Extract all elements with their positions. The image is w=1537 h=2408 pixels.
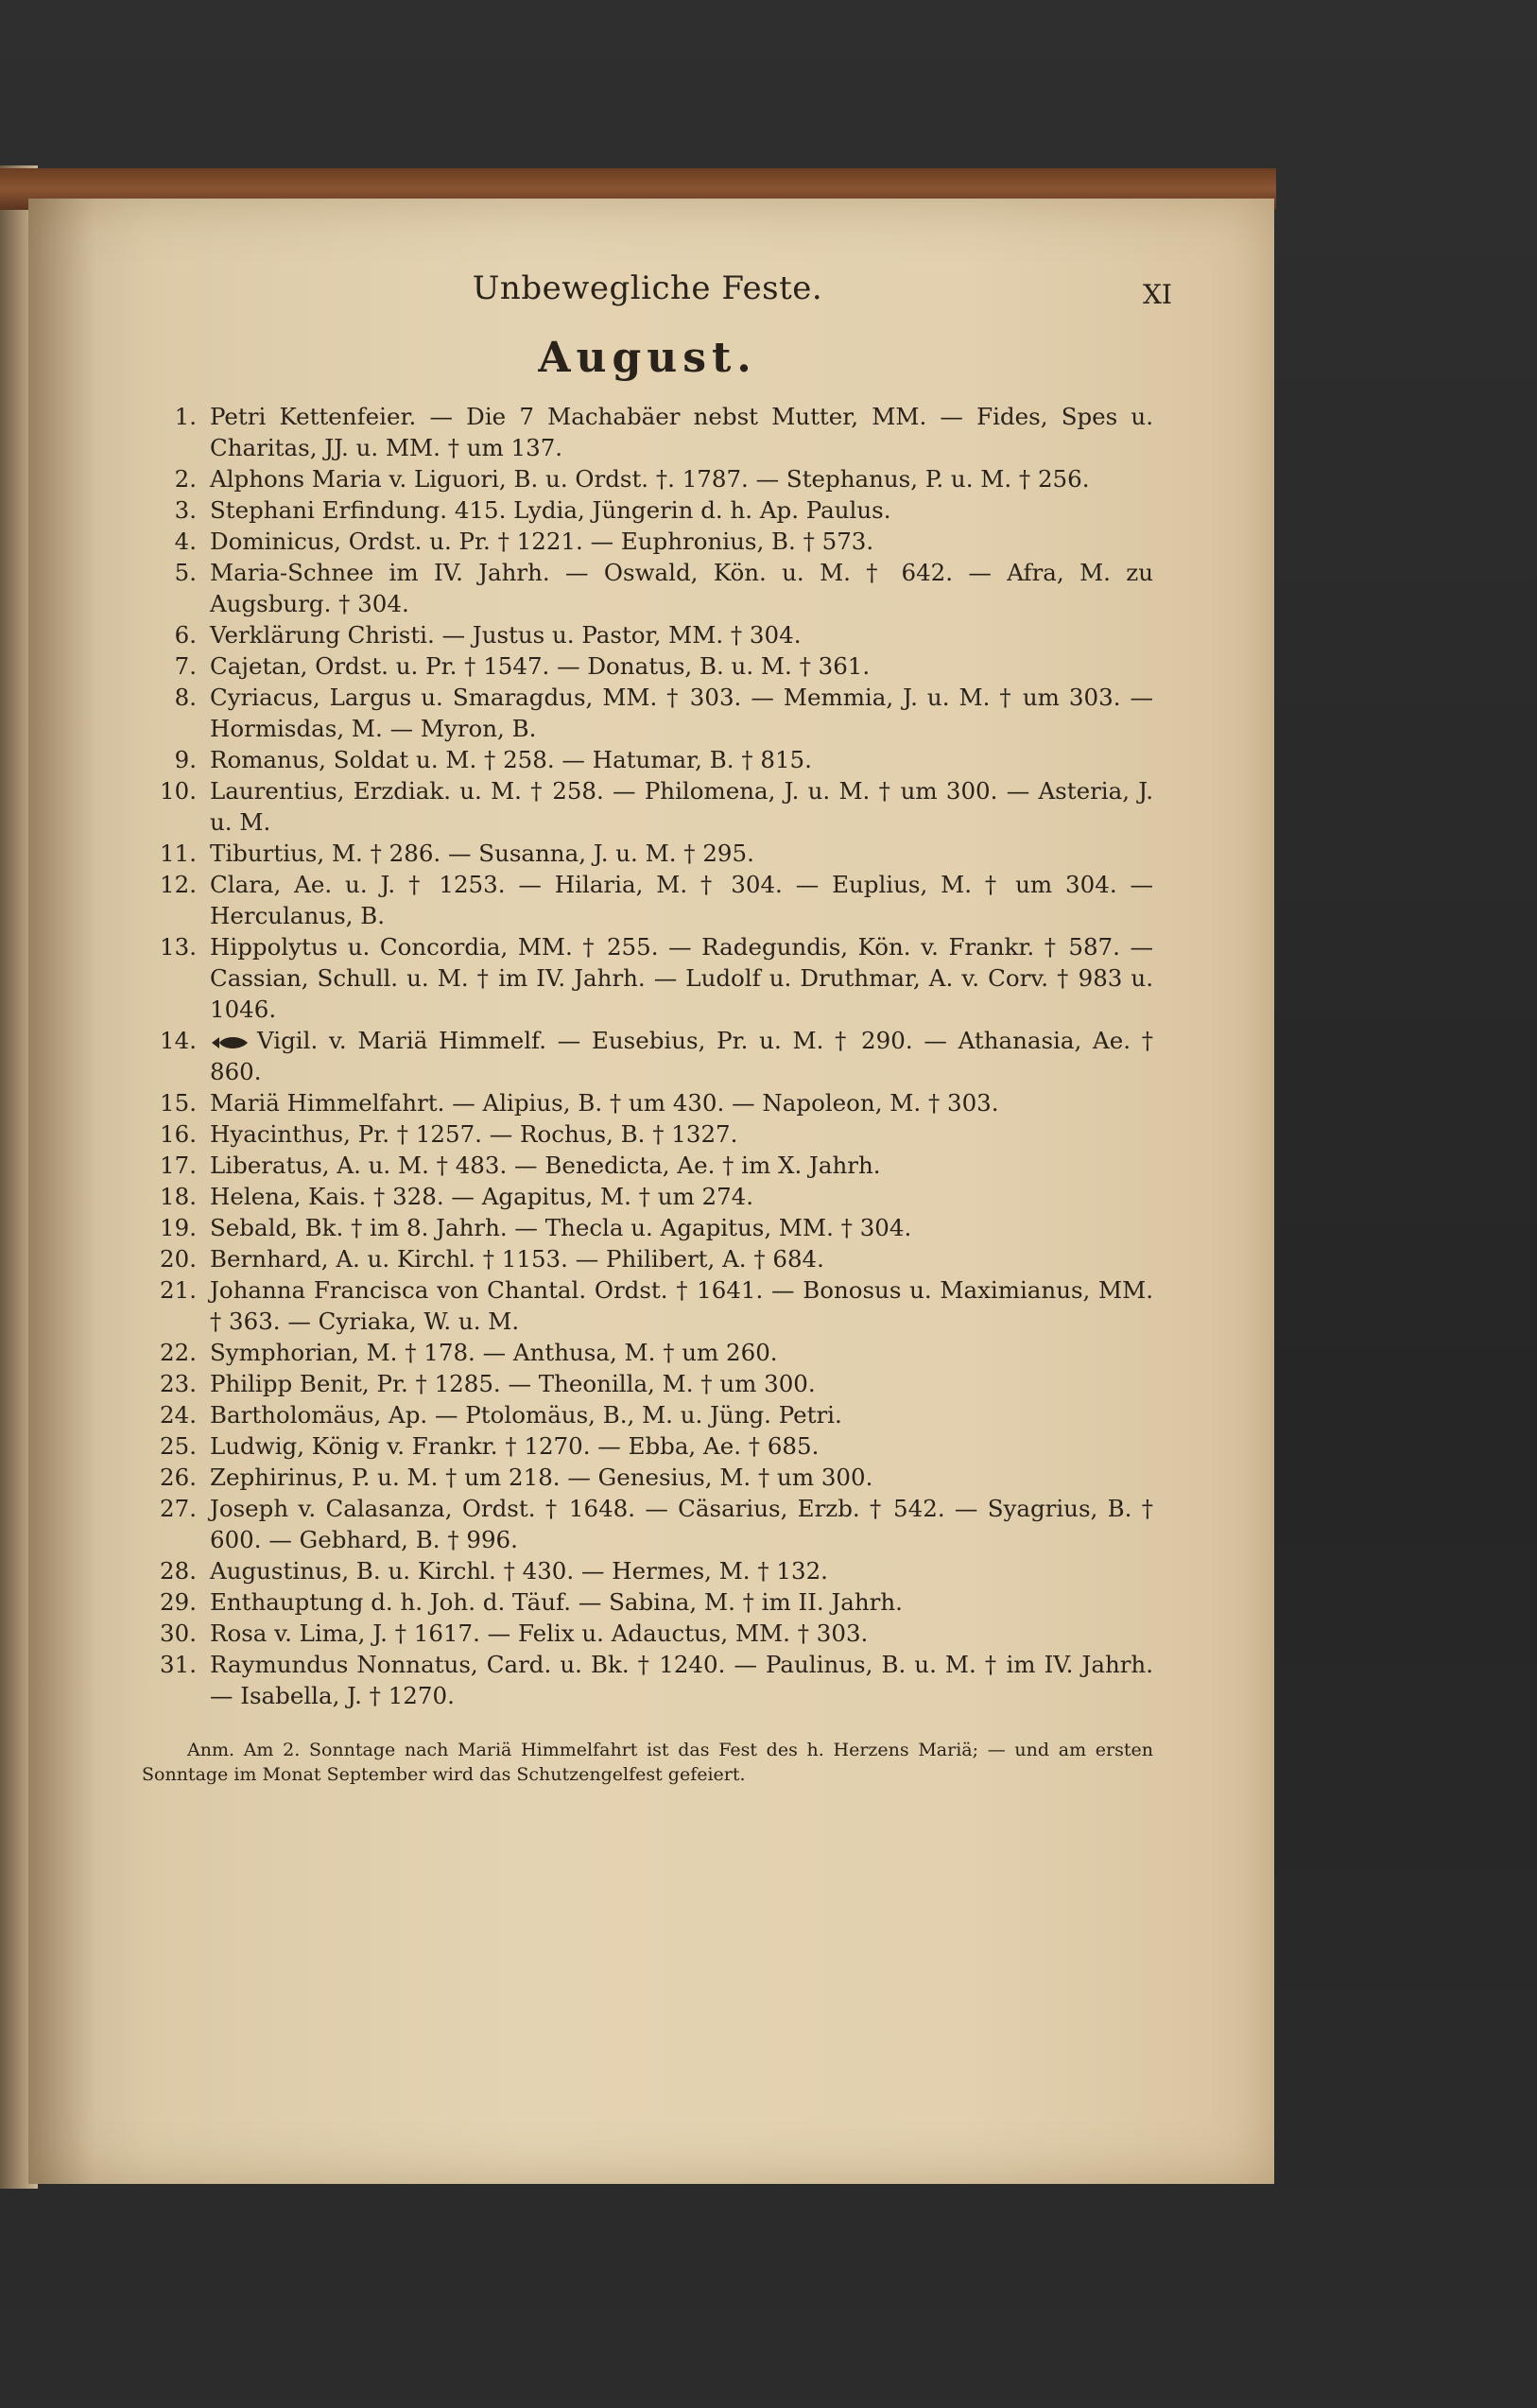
feast-text bbox=[210, 494, 1153, 526]
feast-entry bbox=[142, 619, 1153, 650]
feast-entry bbox=[142, 1118, 1153, 1150]
day-number: 15. bbox=[160, 1089, 197, 1117]
running-head bbox=[142, 251, 1172, 317]
day-number: 24. bbox=[160, 1401, 197, 1429]
feast-entry bbox=[142, 526, 1153, 557]
feast-text-content: Laurentius, Erzdiak. u. M. † 258. — Philomena, J. u. M. † um 300. — Asteria, J. u. M. bbox=[210, 777, 1153, 836]
feast-entry bbox=[142, 494, 1153, 526]
day-number: 23. bbox=[160, 1370, 197, 1397]
page-gutter-shadow bbox=[28, 199, 95, 2184]
day-number: 2. bbox=[174, 465, 197, 493]
feast-text bbox=[210, 1337, 1153, 1368]
feast-text-content: Hippolytus u. Concordia, MM. † 255. — Radegundis, Kön. v. Frankr. † 587. — Cassian, Schull. u. M. † im IV. Jahrh. — Ludolf u. Druthmar, A. v. Corv. † 983 u. 1046. bbox=[210, 933, 1153, 1023]
feast-text-content: Verklärung Christi. — Justus u. Pastor, MM. † 304. bbox=[210, 621, 802, 649]
day-number: 20. bbox=[160, 1245, 197, 1273]
day-number: 11. bbox=[160, 840, 197, 867]
feast-entry bbox=[142, 1649, 1153, 1711]
feast-text-content: Tiburtius, M. † 286. — Susanna, J. u. M. † 295. bbox=[210, 840, 754, 867]
feast-text-content: Cajetan, Ordst. u. Pr. † 1547. — Donatus, B. u. M. † 361. bbox=[210, 652, 871, 680]
feast-entry bbox=[142, 1618, 1153, 1649]
day-number: 6. bbox=[174, 621, 197, 649]
feast-entry bbox=[142, 1430, 1153, 1462]
feast-text-content: Sebald, Bk. † im 8. Jahrh. — Thecla u. Agapitus, MM. † 304. bbox=[210, 1214, 912, 1241]
feast-entry bbox=[142, 869, 1153, 931]
feast-entry bbox=[142, 1462, 1153, 1493]
feast-text-content: Raymundus Nonnatus, Card. u. Bk. † 1240. — Paulinus, B. u. M. † im IV. Jahrh. — Isabella, J. † 1270. bbox=[210, 1651, 1153, 1709]
feast-entry bbox=[142, 1493, 1153, 1555]
feast-text bbox=[210, 838, 1153, 869]
feast-entry bbox=[142, 1150, 1153, 1181]
feast-text-content: Dominicus, Ordst. u. Pr. † 1221. — Euphronius, B. † 573. bbox=[210, 528, 874, 555]
feast-text-content: Clara, Ae. u. J. † 1253. — Hilaria, M. † 304. — Euplius, M. † um 304. — Herculanus, B. bbox=[210, 871, 1153, 929]
feast-entry bbox=[142, 838, 1153, 869]
feast-text bbox=[210, 1368, 1153, 1399]
feast-entry bbox=[142, 650, 1153, 682]
day-number: 29. bbox=[160, 1588, 197, 1616]
day-number: 30. bbox=[160, 1620, 197, 1647]
feast-text-content: Bernhard, A. u. Kirchl. † 1153. — Philibert, A. † 684. bbox=[210, 1245, 824, 1273]
feast-entry bbox=[142, 1274, 1153, 1337]
day-number: 14. bbox=[160, 1027, 197, 1054]
feast-text-content: Rosa v. Lima, J. † 1617. — Felix u. Adauctus, MM. † 303. bbox=[210, 1620, 869, 1647]
page-content bbox=[142, 251, 1172, 1787]
feast-text bbox=[210, 931, 1153, 1025]
feast-text bbox=[210, 1274, 1153, 1337]
feast-list bbox=[142, 401, 1153, 1711]
day-number: 8. bbox=[174, 684, 197, 711]
feast-text-content: Liberatus, A. u. M. † 483. — Benedicta, Ae. † im X. Jahrh. bbox=[210, 1152, 881, 1179]
feast-entry bbox=[142, 682, 1153, 744]
feast-text-content: Symphorian, M. † 178. — Anthusa, M. † um 260. bbox=[210, 1339, 778, 1366]
day-number: 27. bbox=[160, 1495, 197, 1522]
feast-text-content: Mariä Himmelfahrt. — Alipius, B. † um 430. — Napoleon, M. † 303. bbox=[210, 1089, 999, 1117]
feast-text bbox=[210, 744, 1153, 775]
feast-text-content: Ludwig, König v. Frankr. † 1270. — Ebba, Ae. † 685. bbox=[210, 1432, 820, 1460]
feast-text-content: Joseph v. Calasanza, Ordst. † 1648. — Cäsarius, Erzb. † 542. — Syagrius, B. † 600. — Gebhard, B. † 996. bbox=[210, 1495, 1153, 1553]
day-number: 19. bbox=[160, 1214, 197, 1241]
feast-text bbox=[210, 1586, 1153, 1618]
feast-text-content: Bartholomäus, Ap. — Ptolomäus, B., M. u. Jüng. Petri. bbox=[210, 1401, 842, 1429]
feast-text-content: Philipp Benit, Pr. † 1285. — Theonilla, M. † um 300. bbox=[210, 1370, 816, 1397]
feast-text bbox=[210, 869, 1153, 931]
feast-text bbox=[210, 1150, 1153, 1181]
feast-entry bbox=[142, 1243, 1153, 1274]
day-number: 25. bbox=[160, 1432, 197, 1460]
day-number: 3. bbox=[174, 496, 197, 524]
feast-text-content: Cyriacus, Largus u. Smaragdus, MM. † 303. — Memmia, J. u. M. † um 303. — Hormisdas, M. — Myron, B. bbox=[210, 684, 1153, 742]
feast-text bbox=[210, 1430, 1153, 1462]
month-title: August. bbox=[538, 334, 757, 382]
feast-text bbox=[210, 1618, 1153, 1649]
day-number: 10. bbox=[160, 777, 197, 805]
day-number: 21. bbox=[160, 1276, 197, 1304]
feast-entry bbox=[142, 1087, 1153, 1118]
day-number: 4. bbox=[174, 528, 197, 555]
feast-text-content: Alphons Maria v. Liguori, B. u. Ordst. †. 1787. — Stephanus, P. u. M. † 256. bbox=[210, 465, 1090, 493]
day-number: 7. bbox=[174, 652, 197, 680]
day-number: 17. bbox=[160, 1152, 197, 1179]
feast-text bbox=[210, 1399, 1153, 1430]
feast-text bbox=[210, 1118, 1153, 1150]
feast-text-content: Enthauptung d. h. Joh. d. Täuf. — Sabina, M. † im II. Jahrh. bbox=[210, 1588, 903, 1616]
feast-text-content: Hyacinthus, Pr. † 1257. — Rochus, B. † 1327. bbox=[210, 1120, 738, 1148]
day-number: 5. bbox=[174, 559, 197, 586]
feast-text-content: Vigil. v. Mariä Himmelf. — Eusebius, Pr. u. M. † 290. — Athanasia, Ae. † 860. bbox=[210, 1027, 1153, 1085]
feast-text bbox=[210, 1493, 1153, 1555]
feast-text-content: Zephirinus, P. u. M. † um 218. — Genesius, M. † um 300. bbox=[210, 1464, 873, 1491]
running-head-title: Unbewegliche Feste. bbox=[472, 269, 823, 307]
day-number: 12. bbox=[160, 871, 197, 898]
feast-text-content: Helena, Kais. † 328. — Agapitus, M. † um 274. bbox=[210, 1183, 754, 1210]
feast-text bbox=[210, 775, 1153, 838]
feast-text bbox=[210, 619, 1153, 650]
feast-text bbox=[210, 1087, 1153, 1118]
feast-text bbox=[210, 1555, 1153, 1586]
day-number: 22. bbox=[160, 1339, 197, 1366]
feast-entry bbox=[142, 1337, 1153, 1368]
day-number: 16. bbox=[160, 1120, 197, 1148]
feast-text bbox=[210, 1243, 1153, 1274]
feast-entry bbox=[142, 401, 1153, 463]
feast-entry bbox=[142, 463, 1153, 494]
feast-text-content: Romanus, Soldat u. M. † 258. — Hatumar, B. † 815. bbox=[210, 746, 812, 773]
footnote: Anm. Am 2. Sonntage nach Mariä Himmelfahrt ist das Fest des h. Herzens Mariä; — und am ersten Sonntage im Monat September wird das Schutzengelfest gefeiert. bbox=[142, 1740, 1153, 1785]
feast-text bbox=[210, 650, 1153, 682]
feast-entry bbox=[142, 1399, 1153, 1430]
feast-text-content: Augustinus, B. u. Kirchl. † 430. — Hermes, M. † 132. bbox=[210, 1557, 828, 1585]
feast-entry bbox=[142, 931, 1153, 1025]
day-number: 13. bbox=[160, 933, 197, 961]
feast-text-content: Petri Kettenfeier. — Die 7 Machabäer nebst Mutter, MM. — Fides, Spes u. Charitas, JJ. u. MM. † um 137. bbox=[210, 403, 1153, 461]
feast-text bbox=[210, 1649, 1153, 1711]
feast-text bbox=[210, 463, 1153, 494]
feast-text bbox=[210, 1212, 1153, 1243]
feast-text-content: Johanna Francisca von Chantal. Ordst. † 1641. — Bonosus u. Maximianus, MM. † 363. — Cyriaka, W. u. M. bbox=[210, 1276, 1153, 1335]
day-number: 1. bbox=[174, 403, 197, 430]
day-number: 9. bbox=[174, 746, 197, 773]
day-number: 26. bbox=[160, 1464, 197, 1491]
feast-text bbox=[210, 526, 1153, 557]
feast-entry bbox=[142, 1368, 1153, 1399]
fish-icon bbox=[210, 1035, 251, 1050]
feast-text bbox=[210, 557, 1153, 619]
feast-text bbox=[210, 401, 1153, 463]
feast-entry bbox=[142, 775, 1153, 838]
feast-text bbox=[210, 1025, 1153, 1087]
day-number: 28. bbox=[160, 1557, 197, 1585]
feast-text-content: Stephani Erfindung. 415. Lydia, Jüngerin d. h. Ap. Paulus. bbox=[210, 496, 891, 524]
feast-text-content: Maria-Schnee im IV. Jahrh. — Oswald, Kön. u. M. † 642. — Afra, M. zu Augsburg. † 304. bbox=[210, 559, 1153, 617]
day-number: 31. bbox=[160, 1651, 197, 1678]
feast-entry bbox=[142, 1181, 1153, 1212]
feast-entry bbox=[142, 1025, 1153, 1087]
feast-entry bbox=[142, 744, 1153, 775]
feast-text bbox=[210, 1462, 1153, 1493]
feast-entry bbox=[142, 1586, 1153, 1618]
page-number: XI bbox=[1143, 279, 1172, 310]
feast-entry bbox=[142, 1555, 1153, 1586]
feast-entry bbox=[142, 1212, 1153, 1243]
feast-text bbox=[210, 682, 1153, 744]
feast-entry bbox=[142, 557, 1153, 619]
feast-text bbox=[210, 1181, 1153, 1212]
day-number: 18. bbox=[160, 1183, 197, 1210]
